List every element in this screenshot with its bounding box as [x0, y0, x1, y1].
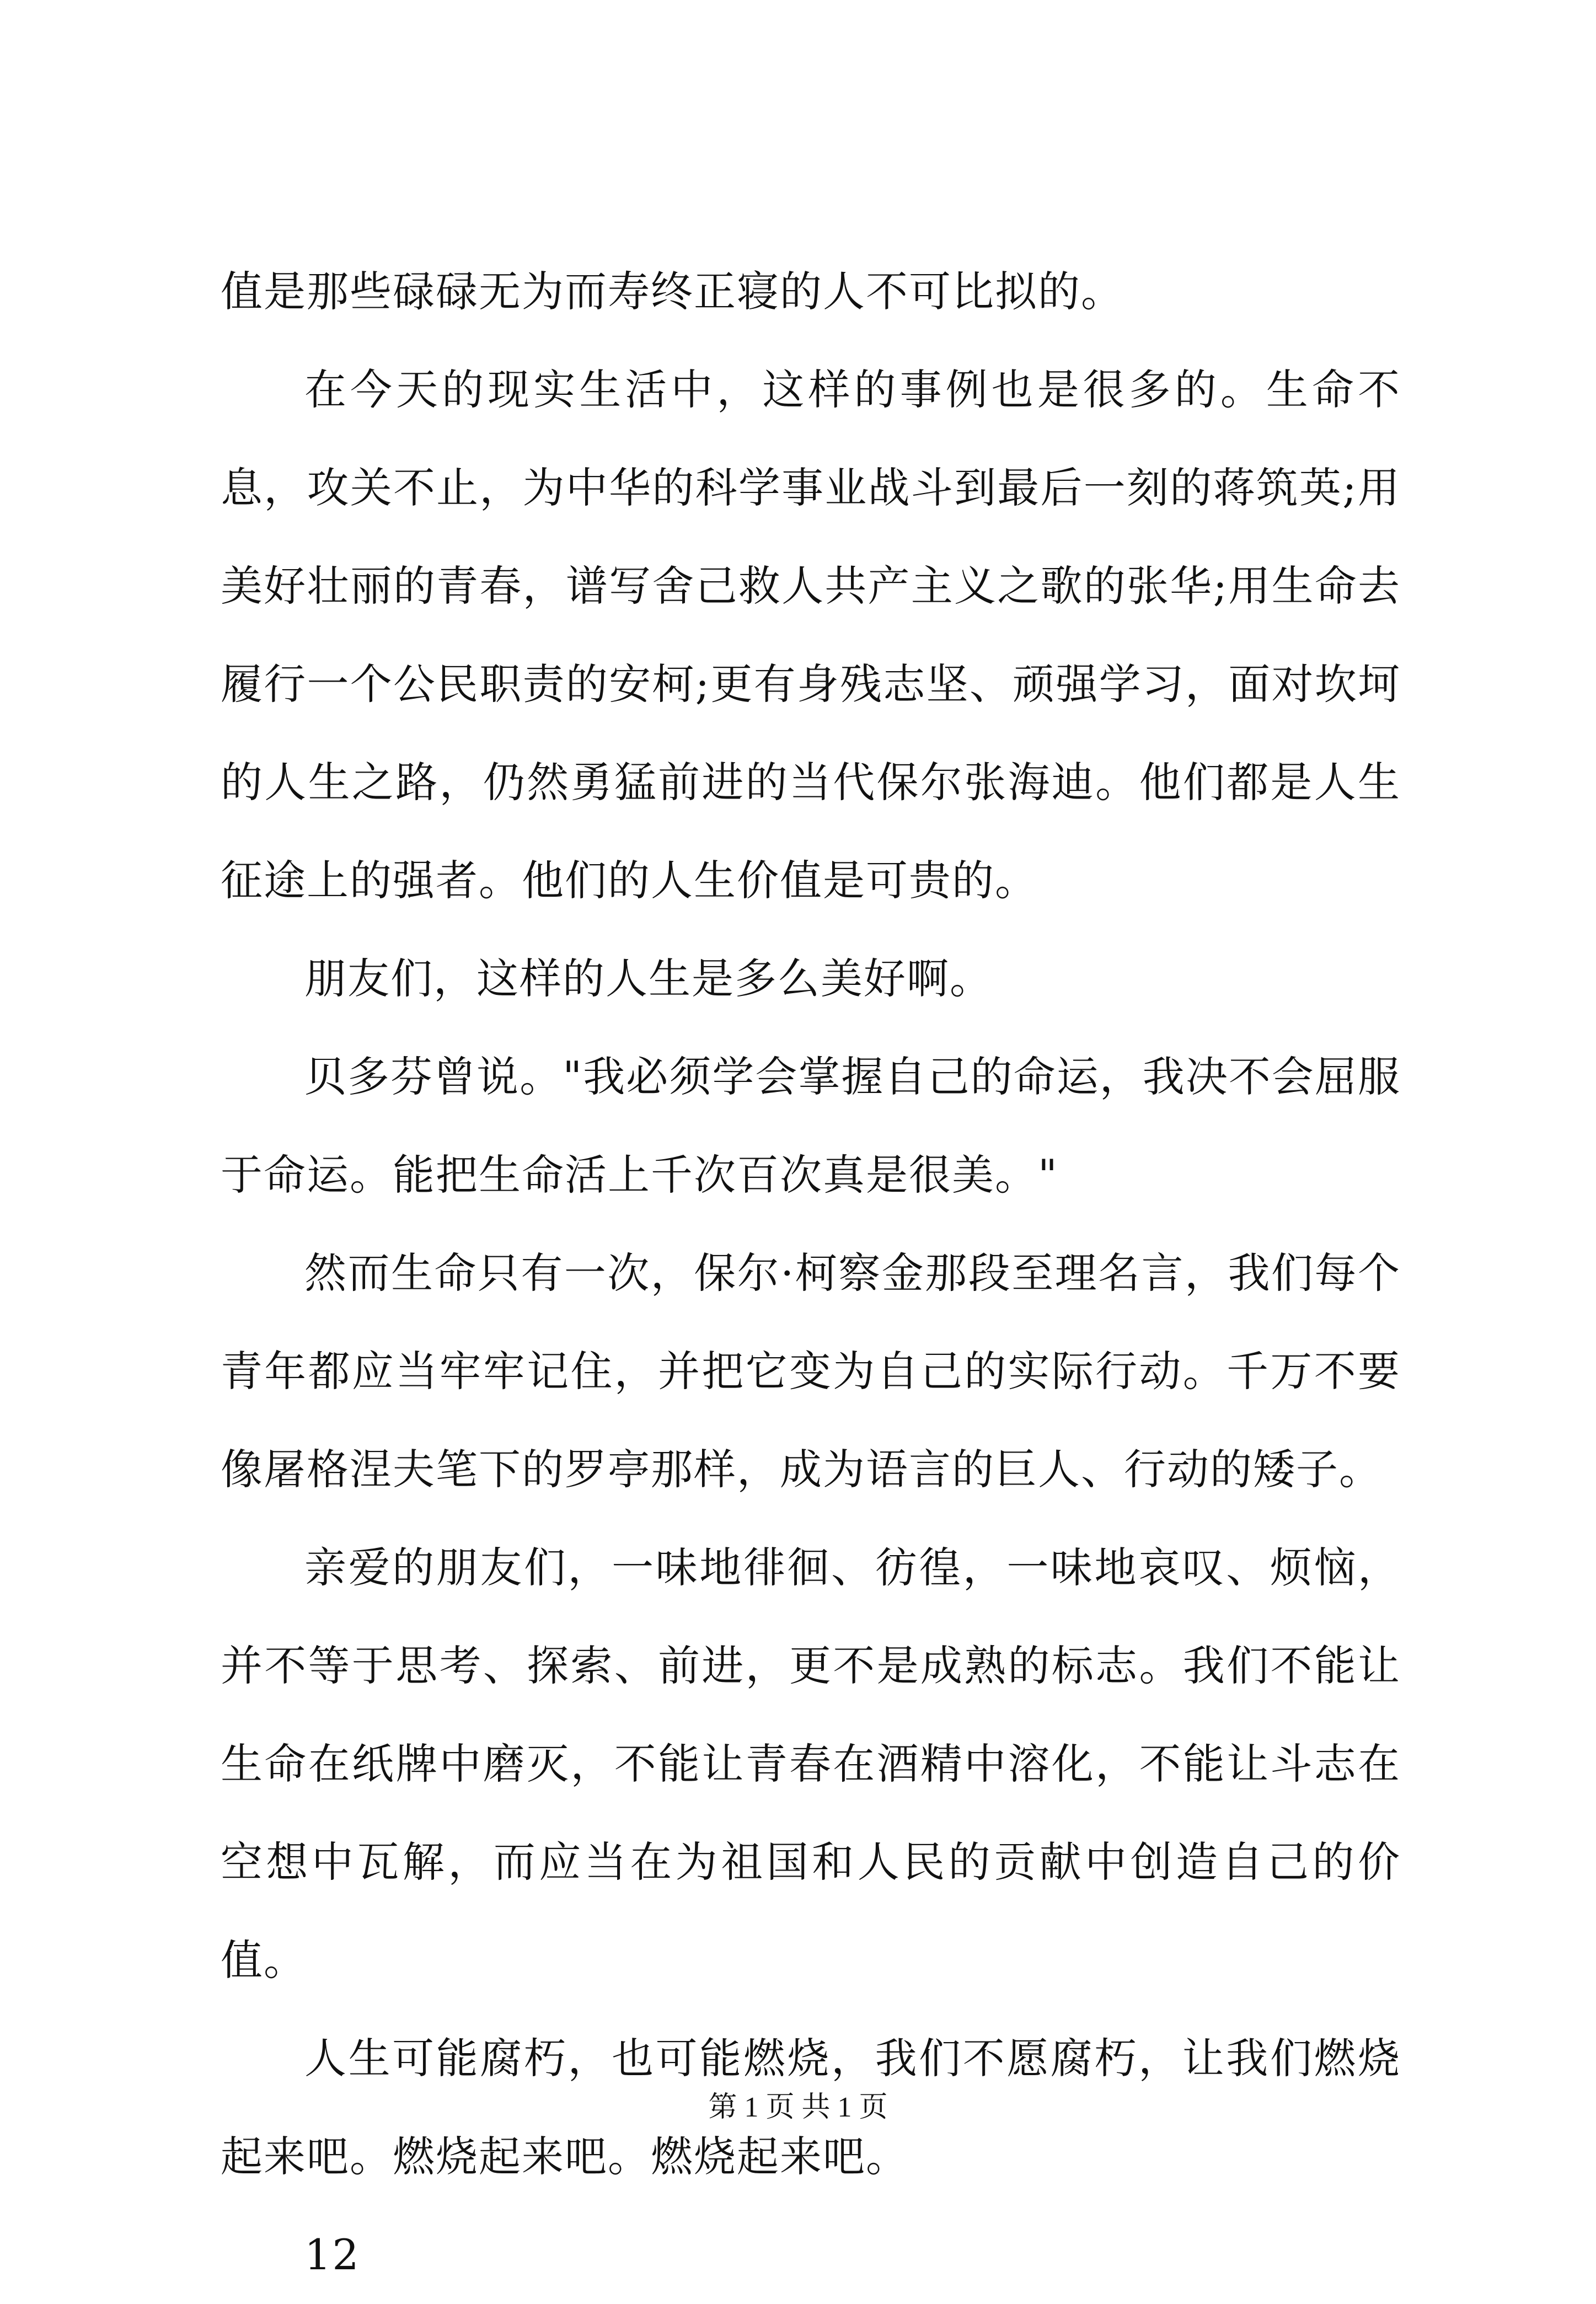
paragraph-4: 贝多芬曾说。"我必须学会掌握自己的命运，我决不会屈服于命运。能把生命活上千次百次真是很美。" [221, 1052, 1401, 1199]
paragraph-6: 亲爱的朋友们，一味地徘徊、彷徨，一味地哀叹、烦恼，并不等于思考、探索、前进，更不是成熟的标志。我们不能让生命在纸牌中磨灭，不能让青春在酒精中溶化，不能让斗志在空想中瓦解，而应当在为祖国和人民的贡献中创造自己的价值。 [221, 1543, 1401, 1985]
paragraph-7: 人生可能腐朽，也可能燃烧，我们不愿腐朽，让我们燃烧起来吧。燃烧起来吧。燃烧起来吧。 [221, 2034, 1401, 2181]
paragraph-3: 朋友们，这样的人生是多么美好啊。 [304, 954, 993, 1003]
page-footer: 第 1 页 共 1 页 [708, 2092, 888, 2123]
document-body [221, 243, 1401, 2304]
paragraph-5: 然而生命只有一次，保尔·柯察金那段至理名言，我们每个青年都应当牢牢记住，并把它变为自己的实际行动。千万不要像屠格涅夫笔下的罗亭那样，成为语言的巨人、行动的矮子。 [221, 1249, 1401, 1494]
paragraph-1: 值是那些碌碌无为而寿终正寝的人不可比拟的。 [221, 267, 1124, 316]
paragraph-2: 在今天的现实生活中，这样的事例也是很多的。生命不息，攻关不止，为中华的科学事业战斗到最后一刻的蒋筑英;用美好壮丽的青春，谱写舍己救人共产主义之歌的张华;用生命去履行一个公民职责的安柯;更有身残志坚、顽强学习，面对坎坷的人生之路，仍然勇猛前进的当代保尔张海迪。他们都是人生征途上的强者。他们的人生价值是可贵的。 [221, 365, 1401, 905]
paragraph-8: 12 [304, 2230, 360, 2279]
